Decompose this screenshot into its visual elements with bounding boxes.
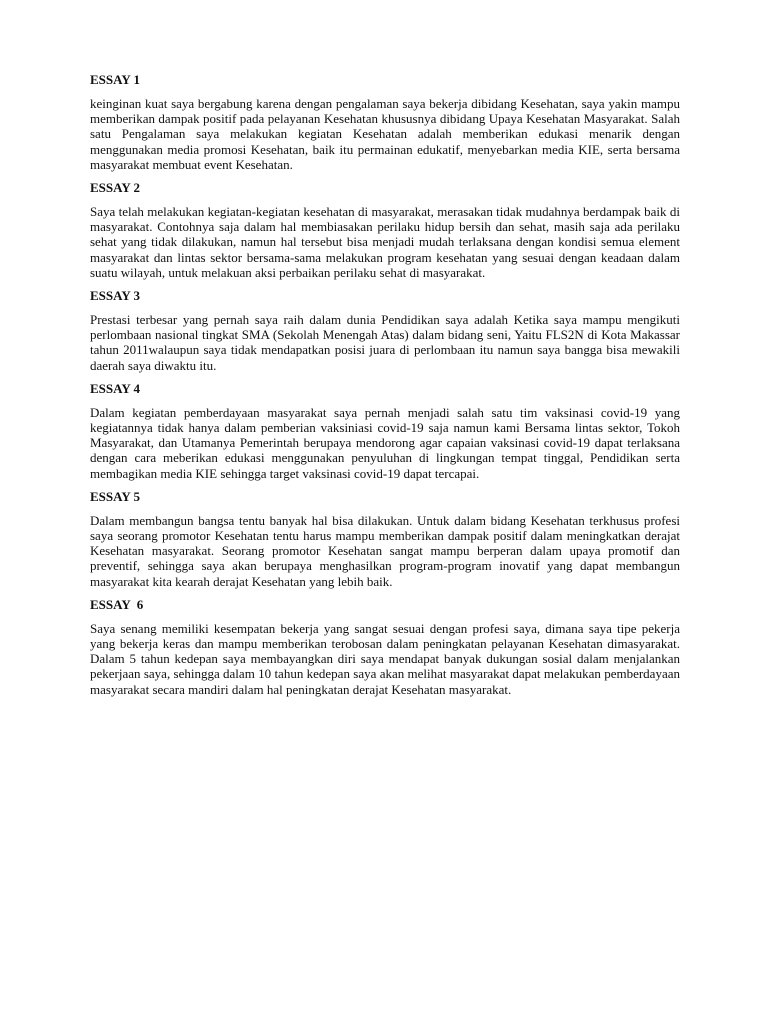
essay-1 bbox=[90, 72, 680, 172]
essay-3 bbox=[90, 288, 680, 373]
essay-4-title: ESSAY 4 bbox=[90, 380, 140, 396]
essay-6-title: ESSAY 6 bbox=[90, 596, 144, 612]
essay-4 bbox=[90, 381, 680, 481]
essay-1-body: keinginan kuat saya bergabung karena dengan pengalaman saya bekerja dibidang Kesehatan, saya yakin mampu memberikan dampak positif pada pelayanan Kesehatan khususnya dibidang Upaya Kesehatan Masyarakat. Salah satu Pengalaman saya melakukan kegiatan Kesehatan adalah memberikan edukasi menarik dengan menggunakan media promosi Kesehatan, baik itu permainan edukatif, menyebarkan media KIE, serta bersama masyarakat membuat event Kesehatan. bbox=[90, 96, 680, 172]
essay-4-body: Dalam kegiatan pemberdayaan masyarakat saya pernah menjadi salah satu tim vaksinasi covid-19 yang kegiatannya tidak hanya dalam pemberian vaksiniasi covid-19 saja namun kami Bersama lintas sektor, Tokoh Masyarakat, dan Utamanya Pemerintah berupaya mendorong agar capaian vaksinasi covid-19 dapat terlaksana dengan cara meberikan edukasi menggunakan penyuluhan di lingkungan tempat tinggal, Pendidikan serta membagikan media KIE sehingga target vaksinasi covid-19 dapat tercapai. bbox=[90, 404, 680, 481]
essay-2-title: ESSAY 2 bbox=[90, 180, 140, 196]
essay-2-body: Saya telah melakukan kegiatan-kegiatan kesehatan di masyarakat, merasakan tidak mudahnya berdampak baik di masyarakat. Contohnya saja dalam hal membiasakan perilaku hidup bersih dan sehat, masih saja ada perilaku sehat yang tidak dilakukan, namun hal tersebut bisa menjadi mudah terlaksana dengan kondisi semua element masyarakat dan lintas sektor bersama-sama melakukan program kesehatan yang sesuai dengan keadaan dalam suatu wilayah, untuk melakuan aksi perbaikan perilaku sehat di masyarakat. bbox=[90, 204, 680, 280]
essay-6-body: Saya senang memiliki kesempatan bekerja yang sangat sesuai dengan profesi saya, dimana saya tipe pekerja yang bekerja keras dan mampu memberikan terobosan dalam peningkatan pelayanan Kesehatan dimasyarakat. Dalam 5 tahun kedepan saya membayangkan diri saya mendapat banyak dukungan sosial dalam menjalankan pekerjaan saya, sehingga dalam 10 tahun kedepan saya akan melihat masyarakat dapat melakukan pemberdayaan masyarakat secara mandiri dalam hal peningkatan derajat Kesehatan masyarakat. bbox=[90, 620, 680, 697]
essay-5-title: ESSAY 5 bbox=[90, 488, 140, 504]
essay-5-body: Dalam membangun bangsa tentu banyak hal bisa dilakukan. Untuk dalam bidang Kesehatan terkhusus profesi saya seorang promotor Kesehatan tentu harus mampu memberikan dampak positif dalam meningkatkan derajat Kesehatan masyarakat. Seorang promotor Kesehatan sangat mampu berperan dalam upaya promotif dan preventif, sehingga saya akan berupaya menghasilkan program-program inovatif yang dapat membangun masyarakat kita kearah derajat Kesehatan yang lebih baik. bbox=[90, 512, 680, 589]
essay-6 bbox=[90, 597, 680, 697]
document-page bbox=[90, 72, 680, 705]
essay-5 bbox=[90, 489, 680, 589]
essay-3-body: Prestasi terbesar yang pernah saya raih dalam dunia Pendidikan saya adalah Ketika saya mampu mengikuti perlombaan nasional tingkat SMA (Sekolah Menengah Atas) dalam bidang seni, Yaitu FLS2N di Kota Makassar tahun 2011walaupun saya tidak mendapatkan posisi juara di perlombaan itu namun saya bangga bisa mewakili daerah saya diwaktu itu. bbox=[90, 312, 680, 373]
essay-3-title: ESSAY 3 bbox=[90, 288, 140, 304]
essay-2 bbox=[90, 180, 680, 280]
essay-1-title: ESSAY 1 bbox=[90, 72, 140, 87]
